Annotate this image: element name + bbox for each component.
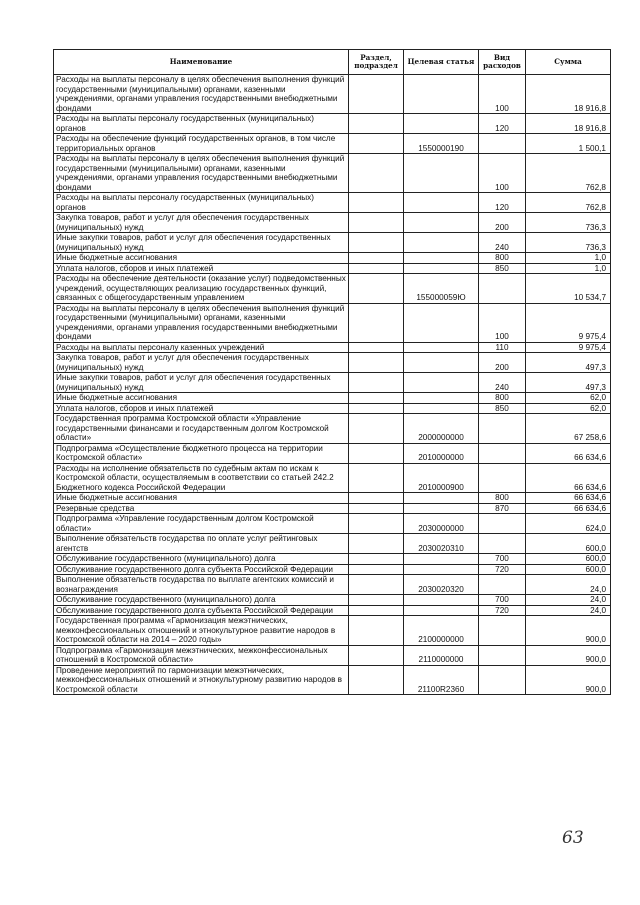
table-row: [54, 605, 611, 616]
cell-target: [404, 503, 479, 514]
cell-name: Обслуживание государственного долга субъекта Российской Федерации: [54, 564, 349, 575]
cell-target: [404, 605, 479, 616]
table-row: [54, 503, 611, 514]
table-row: [54, 263, 611, 274]
cell-sum: 736,3: [526, 233, 611, 253]
table-row: [54, 193, 611, 213]
cell-target: [404, 75, 479, 114]
cell-kind: 120: [479, 114, 526, 134]
cell-kind: [479, 575, 526, 595]
cell-sum: 600,0: [526, 534, 611, 554]
cell-target: [404, 373, 479, 393]
cell-target: 2010000900: [404, 463, 479, 493]
table-row: [54, 616, 611, 646]
cell-name: Иные закупки товаров, работ и услуг для обеспечения государственных (муниципальных) нужд: [54, 373, 349, 393]
cell-section: [349, 154, 404, 193]
cell-section: [349, 443, 404, 463]
cell-kind: [479, 134, 526, 154]
cell-target: [404, 554, 479, 565]
table-row: [54, 114, 611, 134]
table-row: [54, 554, 611, 565]
cell-kind: 700: [479, 595, 526, 606]
table-row: [54, 414, 611, 444]
cell-name: Резервные средства: [54, 503, 349, 514]
cell-section: [349, 353, 404, 373]
cell-target: [404, 303, 479, 342]
cell-name: Государственная программа Костромской области «Управление государственными финансами и государственным долгом Костромской области»: [54, 414, 349, 444]
cell-name: Расходы на выплаты персоналу государственных (муниципальных) органов: [54, 114, 349, 134]
cell-name: Обслуживание государственного (муниципального) долга: [54, 554, 349, 565]
table-row: [54, 274, 611, 304]
cell-section: [349, 193, 404, 213]
cell-sum: 18 916,8: [526, 114, 611, 134]
cell-sum: 1,0: [526, 263, 611, 274]
table-row: [54, 534, 611, 554]
table-row: [54, 353, 611, 373]
cell-target: [404, 564, 479, 575]
cell-target: [404, 114, 479, 134]
cell-section: [349, 263, 404, 274]
cell-target: [404, 403, 479, 414]
cell-name: Расходы на выплаты персоналу в целях обеспечения выполнения функций государственными (муниципальными) органами, казенными учреждениями, органами управления государственными внебюджетными фондами: [54, 154, 349, 193]
cell-section: [349, 393, 404, 404]
cell-target: [404, 595, 479, 606]
cell-section: [349, 233, 404, 253]
table-row: [54, 493, 611, 504]
cell-target: 155000059Ю: [404, 274, 479, 304]
table-body: [54, 75, 611, 695]
cell-name: Проведение мероприятий по гармонизации межэтнических, межконфессиональных отношений и этнокультурному развитию народов в Костромской области: [54, 665, 349, 695]
cell-name: Иные бюджетные ассигнования: [54, 393, 349, 404]
cell-name: Закупка товаров, работ и услуг для обеспечения государственных (муниципальных) нужд: [54, 213, 349, 233]
table-header: [54, 50, 611, 75]
cell-kind: [479, 274, 526, 304]
cell-name: Расходы на выплаты персоналу государственных (муниципальных) органов: [54, 193, 349, 213]
cell-target: 2000000000: [404, 414, 479, 444]
table-row: [54, 373, 611, 393]
cell-section: [349, 403, 404, 414]
cell-sum: 9 975,4: [526, 342, 611, 353]
cell-section: [349, 665, 404, 695]
cell-target: [404, 253, 479, 264]
cell-name: Выполнение обязательств государства по выплате агентских комиссий и вознаграждения: [54, 575, 349, 595]
cell-kind: 720: [479, 605, 526, 616]
cell-target: [404, 393, 479, 404]
table-row: [54, 253, 611, 264]
cell-target: [404, 154, 479, 193]
cell-kind: 700: [479, 554, 526, 565]
cell-section: [349, 414, 404, 444]
page-number: 63: [562, 828, 584, 848]
cell-section: [349, 373, 404, 393]
table-row: [54, 403, 611, 414]
cell-sum: 600,0: [526, 554, 611, 565]
table-row: [54, 154, 611, 193]
cell-sum: 24,0: [526, 595, 611, 606]
cell-kind: 720: [479, 564, 526, 575]
cell-sum: 66 634,6: [526, 503, 611, 514]
cell-section: [349, 554, 404, 565]
cell-name: Обслуживание государственного долга субъекта Российской Федерации: [54, 605, 349, 616]
cell-section: [349, 114, 404, 134]
cell-target: [404, 353, 479, 373]
cell-sum: 900,0: [526, 645, 611, 665]
cell-name: Расходы на исполнение обязательств по судебным актам по искам к Костромской области, осуществляемым в соответствии со статьей 242.2 Бюджетного кодекса Российской Федерации: [54, 463, 349, 493]
cell-section: [349, 503, 404, 514]
table-row: [54, 514, 611, 534]
cell-name: Государственная программа «Гармонизация межэтнических, межконфессиональных отношений и этнокультурное развитие народов в Костромской области на 2014 – 2020 годы»: [54, 616, 349, 646]
cell-target: 1550000190: [404, 134, 479, 154]
cell-kind: [479, 463, 526, 493]
table-row: [54, 75, 611, 114]
cell-kind: 120: [479, 193, 526, 213]
cell-sum: 24,0: [526, 605, 611, 616]
cell-name: Подпрограмма «Осуществление бюджетного процесса на территории Костромской области»: [54, 443, 349, 463]
cell-section: [349, 616, 404, 646]
table-row: [54, 463, 611, 493]
cell-section: [349, 213, 404, 233]
cell-kind: 110: [479, 342, 526, 353]
cell-sum: 18 916,8: [526, 75, 611, 114]
cell-sum: 67 258,6: [526, 414, 611, 444]
cell-target: 2110000000: [404, 645, 479, 665]
table-row: [54, 134, 611, 154]
header-section: Раздел, подраздел: [349, 50, 404, 75]
cell-sum: 736,3: [526, 213, 611, 233]
table-row: [54, 393, 611, 404]
header-sum: Сумма: [526, 50, 611, 75]
table-row: [54, 233, 611, 253]
cell-sum: 9 975,4: [526, 303, 611, 342]
cell-kind: 240: [479, 233, 526, 253]
cell-target: [404, 263, 479, 274]
cell-target: 2100000000: [404, 616, 479, 646]
cell-section: [349, 605, 404, 616]
cell-sum: 900,0: [526, 665, 611, 695]
cell-kind: [479, 534, 526, 554]
cell-kind: 200: [479, 353, 526, 373]
cell-name: Иные бюджетные ассигнования: [54, 493, 349, 504]
cell-sum: 900,0: [526, 616, 611, 646]
cell-kind: 870: [479, 503, 526, 514]
cell-section: [349, 253, 404, 264]
cell-sum: 66 634,6: [526, 493, 611, 504]
cell-section: [349, 534, 404, 554]
cell-section: [349, 342, 404, 353]
cell-sum: 62,0: [526, 403, 611, 414]
table-row: [54, 645, 611, 665]
header-name: Наименование: [54, 50, 349, 75]
cell-target: [404, 213, 479, 233]
cell-section: [349, 514, 404, 534]
cell-name: Подпрограмма «Управление государственным долгом Костромской области»: [54, 514, 349, 534]
cell-target: [404, 233, 479, 253]
cell-kind: 800: [479, 253, 526, 264]
cell-name: Иные бюджетные ассигнования: [54, 253, 349, 264]
cell-section: [349, 595, 404, 606]
cell-kind: [479, 414, 526, 444]
table-row: [54, 342, 611, 353]
cell-kind: [479, 616, 526, 646]
cell-kind: 100: [479, 303, 526, 342]
cell-name: Иные закупки товаров, работ и услуг для обеспечения государственных (муниципальных) нужд: [54, 233, 349, 253]
cell-section: [349, 564, 404, 575]
cell-sum: 1 500,1: [526, 134, 611, 154]
table-row: [54, 303, 611, 342]
cell-target: [404, 342, 479, 353]
cell-kind: 800: [479, 493, 526, 504]
cell-sum: 624,0: [526, 514, 611, 534]
cell-kind: 100: [479, 75, 526, 114]
table-row: [54, 575, 611, 595]
cell-target: 21100R2360: [404, 665, 479, 695]
cell-sum: 10 534,7: [526, 274, 611, 304]
cell-kind: [479, 645, 526, 665]
cell-kind: 240: [479, 373, 526, 393]
cell-section: [349, 645, 404, 665]
cell-sum: 497,3: [526, 353, 611, 373]
table-row: [54, 564, 611, 575]
cell-sum: 62,0: [526, 393, 611, 404]
cell-name: Уплата налогов, сборов и иных платежей: [54, 403, 349, 414]
table-row: [54, 213, 611, 233]
cell-section: [349, 575, 404, 595]
cell-target: 2030020320: [404, 575, 479, 595]
cell-sum: 66 634,6: [526, 443, 611, 463]
cell-target: 2030020310: [404, 534, 479, 554]
table-row: [54, 595, 611, 606]
cell-target: [404, 193, 479, 213]
budget-table: [53, 49, 611, 695]
cell-kind: 850: [479, 263, 526, 274]
cell-name: Подпрограмма «Гармонизация межэтнических, межконфессиональных отношений в Костромской области»: [54, 645, 349, 665]
cell-kind: [479, 514, 526, 534]
cell-target: 2030000000: [404, 514, 479, 534]
cell-name: Расходы на выплаты персоналу казенных учреждений: [54, 342, 349, 353]
cell-kind: [479, 665, 526, 695]
cell-sum: 762,8: [526, 193, 611, 213]
cell-name: Расходы на обеспечение деятельности (оказание услуг) подведомственных учреждений, осуществляющих реализацию государственных функций, связанных с общегосударственным управлением: [54, 274, 349, 304]
cell-name: Расходы на выплаты персоналу в целях обеспечения выполнения функций государственными (муниципальными) органами, казенными учреждениями, органами управления государственными внебюджетными фондами: [54, 75, 349, 114]
cell-kind: [479, 443, 526, 463]
cell-sum: 762,8: [526, 154, 611, 193]
cell-target: 2010000000: [404, 443, 479, 463]
cell-target: [404, 493, 479, 504]
cell-name: Расходы на выплаты персоналу в целях обеспечения выполнения функций государственными (муниципальными) органами, казенными учреждениями, органами управления государственными внебюджетными фондами: [54, 303, 349, 342]
cell-section: [349, 75, 404, 114]
cell-kind: 850: [479, 403, 526, 414]
cell-sum: 600,0: [526, 564, 611, 575]
cell-section: [349, 463, 404, 493]
cell-name: Обслуживание государственного (муниципального) долга: [54, 595, 349, 606]
cell-kind: 100: [479, 154, 526, 193]
cell-name: Закупка товаров, работ и услуг для обеспечения государственных (муниципальных) нужд: [54, 353, 349, 373]
cell-sum: 497,3: [526, 373, 611, 393]
cell-name: Уплата налогов, сборов и иных платежей: [54, 263, 349, 274]
table-row: [54, 443, 611, 463]
cell-sum: 66 634,6: [526, 463, 611, 493]
cell-section: [349, 134, 404, 154]
cell-kind: 200: [479, 213, 526, 233]
header-target: Целевая статья: [404, 50, 479, 75]
cell-name: Выполнение обязательств государства по оплате услуг рейтинговых агентств: [54, 534, 349, 554]
cell-kind: 800: [479, 393, 526, 404]
cell-name: Расходы на обеспечение функций государственных органов, в том числе территориальных органов: [54, 134, 349, 154]
table-row: [54, 665, 611, 695]
cell-section: [349, 274, 404, 304]
cell-section: [349, 493, 404, 504]
header-kind: Вид расходов: [479, 50, 526, 75]
cell-sum: 24,0: [526, 575, 611, 595]
cell-sum: 1,0: [526, 253, 611, 264]
cell-section: [349, 303, 404, 342]
